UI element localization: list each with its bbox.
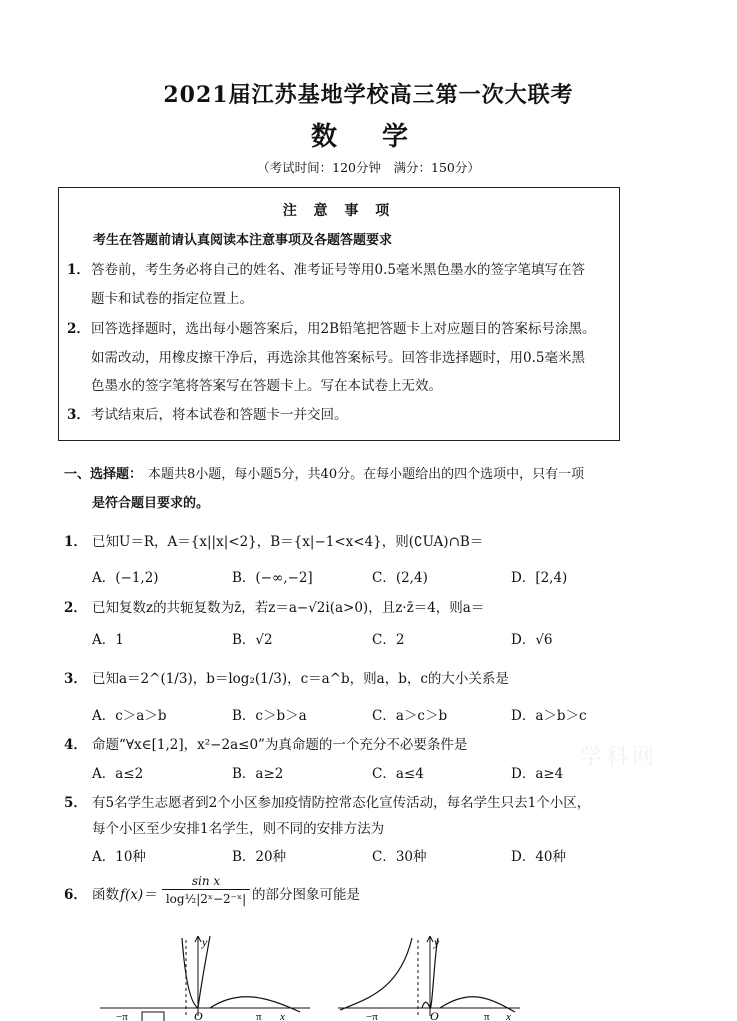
option-a: A．c＞a＞b (92, 708, 167, 724)
watermark: 学科网 (580, 745, 659, 770)
x-label: x (280, 1011, 285, 1021)
option-d: D．40种 (511, 849, 567, 865)
y-label: y (202, 935, 208, 949)
option-a: A．1 (92, 632, 124, 648)
notice-title: 注 意 事 项 (282, 203, 396, 219)
partial-box (142, 1012, 164, 1021)
option-d: D．√6 (511, 632, 553, 648)
question-number: 1． (64, 534, 87, 550)
question-stem: 已知a＝2^(1/3)，b＝log₂(1/3)，c＝a^b，则a，b，c的大小关系是 (92, 671, 509, 687)
notice-item-num: 2． (67, 321, 90, 337)
notice-box (58, 187, 620, 441)
neg-pi-label: −π (366, 1011, 378, 1021)
option-c: C．a＞c＞b (372, 708, 448, 724)
question-stem: 有5名学生志愿者到2个小区参加疫情防控常态化宣传活动，每名学生只去1个小区， (92, 795, 591, 811)
graph-b (330, 928, 530, 1021)
question-stem-suffix: 的部分图象可能是 (252, 887, 360, 903)
option-d: D．a＞b＞c (511, 708, 587, 724)
notice-item-line: 题卡和试卷的指定位置上。 (91, 291, 253, 307)
fraction (162, 874, 250, 906)
option-c: C．30种 (372, 849, 427, 865)
notice-item-line: 考试结束后，将本试卷和答题卡一并交回。 (91, 407, 348, 423)
option-c: C．2 (372, 632, 405, 648)
graph-a (90, 928, 320, 1021)
notice-item-line: 色墨水的签字笔将答案写在答题卡上。写在本试卷上无效。 (91, 378, 442, 394)
option-c: C．(2,4) (372, 570, 428, 586)
curve-left (182, 938, 198, 1008)
option-b: B．c＞b＞a (232, 708, 307, 724)
question-number: 2． (64, 600, 87, 616)
question-stem-line2: 每个小区至少安排1名学生，则不同的安排方法为 (92, 821, 385, 837)
notice-item-line: 回答选择题时，选出每小题答案后，用2B铅笔把答题卡上对应题目的答案标号涂黑。 (91, 321, 596, 337)
notice-item-num: 3． (67, 407, 90, 423)
y-label: y (434, 935, 440, 949)
origin-label: O (430, 1009, 439, 1021)
option-c: C．a≤4 (372, 766, 424, 782)
option-a: A．a≤2 (92, 766, 144, 782)
question-stem: 已知复数z的共轭复数为z̄，若z＝a−√2i(a>0)，且z·z̄＝4，则a＝ (92, 600, 485, 616)
subject-title: 数 学 (310, 122, 427, 152)
question-stem: 已知U＝R，A＝{x||x|<2}，B＝{x|−1<x<4}，则(∁UA)∩B＝ (92, 534, 484, 550)
notice-item-line: 如需改动，用橡皮擦干净后，再选涂其他答案标号。回答非选择题时，用0.5毫米黑 (91, 350, 585, 366)
x-label: x (506, 1011, 511, 1021)
question-number: 5． (64, 795, 87, 811)
notice-item-line: 答卷前，考生务必将自己的姓名、准考证号等用0.5毫米黑色墨水的签字笔填写在答 (91, 262, 585, 278)
option-b: B．20种 (232, 849, 287, 865)
neg-pi-label: −π (116, 1011, 128, 1021)
curve-tail (210, 997, 300, 1012)
question-stem: 命题“∀x∈[1,2]，x²−2a≤0”为真命题的一个充分不必要条件是 (92, 737, 468, 753)
option-b: B．a≥2 (232, 766, 284, 782)
section-line: 是符合题目要求的。 (92, 496, 210, 511)
option-b: B．(−∞,−2] (232, 570, 313, 586)
option-b: B．√2 (232, 632, 273, 648)
option-a: A．(−1,2) (92, 570, 159, 586)
notice-item-num: 1． (67, 262, 90, 278)
section-line: 本题共8小题，每小题5分，共40分。在每小题给出的四个选项中，只有一项 (148, 467, 585, 482)
option-d: D．[2,4) (511, 570, 568, 586)
notice-intro: 考生在答题前请认真阅读本注意事项及各题答题要求 (93, 233, 393, 248)
curve-left (340, 938, 412, 1010)
pi-label: π (484, 1011, 490, 1021)
section-prefix: 一、选择题： (64, 467, 143, 482)
question-stem-prefix: 函数 (92, 887, 119, 903)
question-number: 3． (64, 671, 87, 687)
pi-label: π (256, 1011, 262, 1021)
exam-title: 2021届江苏基地学校高三第一次大联考 (163, 82, 574, 108)
option-d: D．a≥4 (511, 766, 564, 782)
function-name: f(x)＝ (120, 887, 157, 903)
option-a: A．10种 (92, 849, 146, 865)
exam-info: （考试时间：120分钟 满分：150分） (257, 160, 480, 175)
question-number: 4． (64, 737, 87, 753)
question-number: 6． (64, 887, 87, 903)
origin-label: O (194, 1009, 203, 1021)
fraction-denominator: log½|2ˣ−2⁻ˣ| (165, 892, 247, 906)
fraction-numerator: sin x (162, 874, 250, 890)
curve-tail (440, 997, 515, 1012)
